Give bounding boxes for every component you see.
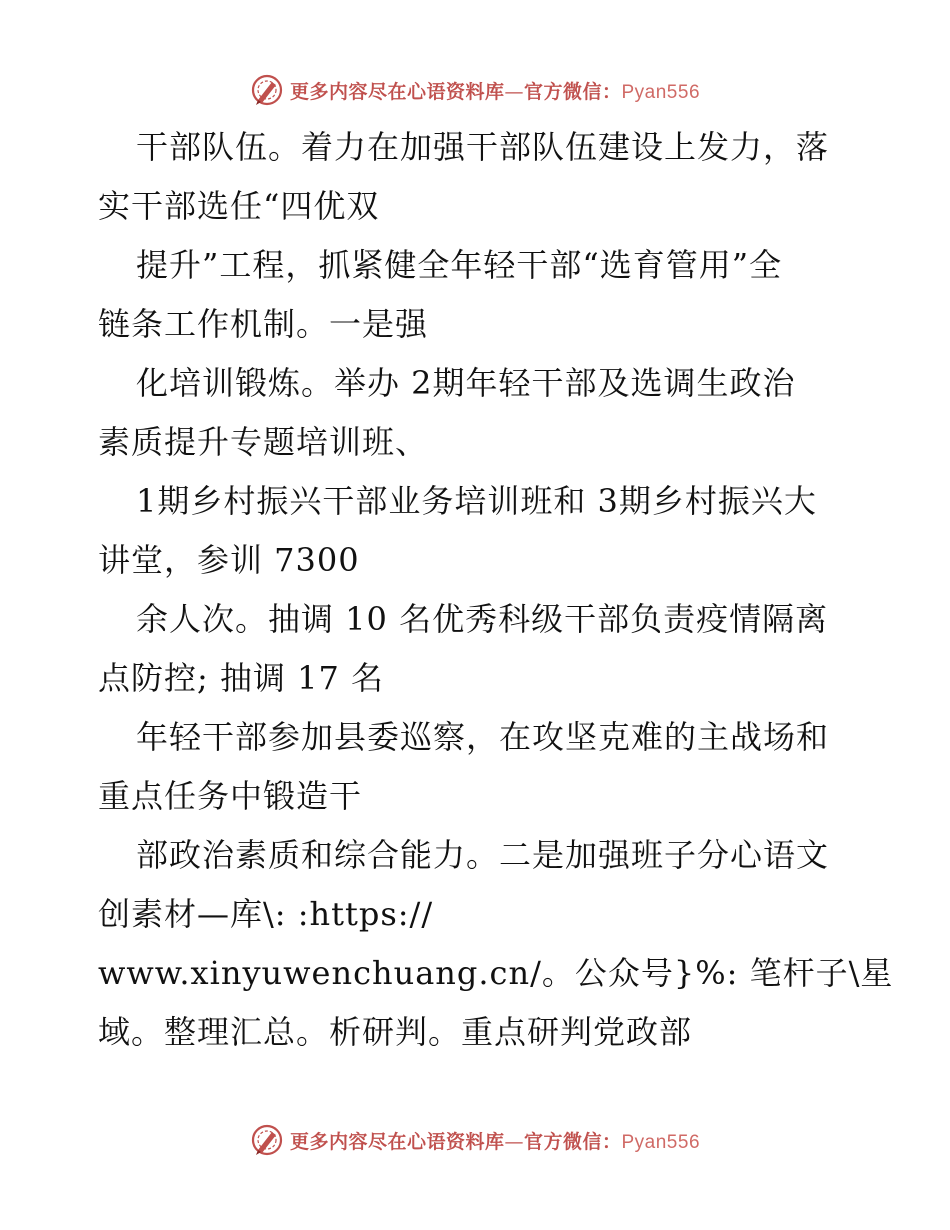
document-body	[98, 118, 894, 1062]
header-wechat-label: 官方微信：	[523, 80, 622, 103]
body-line-11: 年轻干部参加县委巡察，在攻坚克难的主战场和	[136, 718, 830, 756]
body-line-16: 域。整理汇总。析研判。重点研判党政部	[98, 1013, 693, 1051]
pen-logo-icon	[250, 73, 284, 107]
footer-dash: —	[504, 1130, 524, 1153]
body-line-15: www.xinyuwenchuang.cn/。公众号}%: 笔杆子\星	[98, 954, 894, 992]
body-line-9: 余人次。抽调 10 名优秀科级干部负责疫情隔离	[136, 600, 829, 638]
body-line-13: 部政治素质和综合能力。二是加强班子分心语文	[136, 836, 830, 874]
footer-banner-text	[290, 1127, 700, 1154]
body-line-14: 创素材—库\: :https://	[98, 895, 434, 933]
footer-banner	[0, 1120, 950, 1160]
footer-wechat-id: Pyan556	[621, 1131, 701, 1153]
body-line-1: 干部队伍。着力在加强干部队伍建设上发力，落	[136, 128, 830, 166]
body-line-5: 化培训锻炼。举办 2期年轻干部及选调生政治	[136, 364, 796, 402]
header-wechat-id: Pyan556	[621, 81, 701, 103]
body-line-4: 链条工作机制。一是强	[98, 305, 429, 343]
body-line-7: 1期乡村振兴干部业务培训班和 3期乡村振兴大	[136, 482, 817, 520]
header-dash: —	[504, 80, 524, 103]
pen-logo-icon	[250, 1123, 284, 1157]
header-banner	[0, 70, 950, 110]
body-line-2: 实干部选任“四优双	[98, 187, 380, 225]
body-line-12: 重点任务中锻造干	[98, 777, 363, 815]
header-brand: 更多内容尽在心语资料库	[289, 80, 505, 103]
body-line-6: 素质提升专题培训班、	[98, 423, 429, 461]
body-line-3: 提升”工程，抓紧健全年轻干部“选育管用”全	[136, 246, 783, 284]
body-line-8: 讲堂，参训 7300	[98, 541, 360, 579]
header-banner-text	[290, 77, 700, 104]
footer-wechat-label: 官方微信：	[523, 1130, 622, 1153]
footer-brand: 更多内容尽在心语资料库	[289, 1130, 505, 1153]
body-line-10: 点防控; 抽调 17 名	[98, 659, 385, 697]
